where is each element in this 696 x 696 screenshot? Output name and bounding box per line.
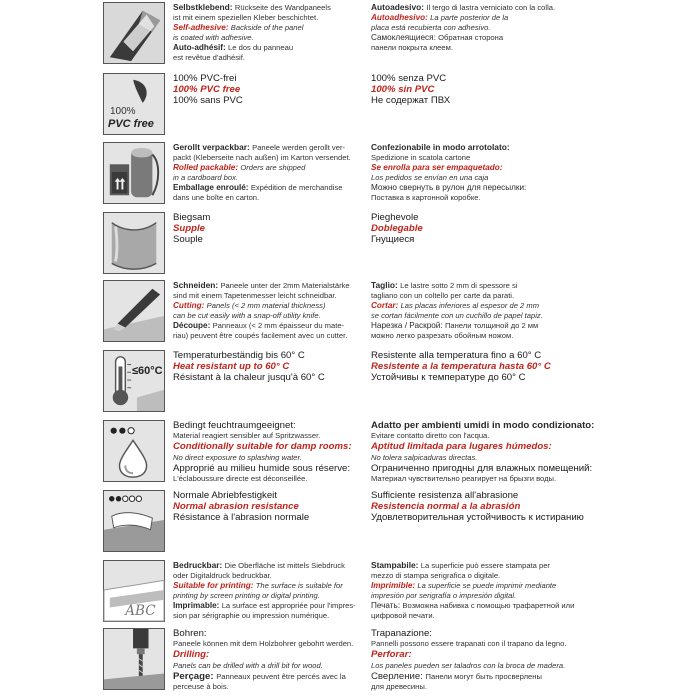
text-lead: sion par sérigraphie ou impression numérique. <box>173 611 330 621</box>
text-line <box>173 321 361 331</box>
text-line <box>173 361 361 372</box>
left-text-column <box>173 142 361 204</box>
text-line <box>173 223 361 234</box>
text-lead: Поставка в картонной коробке. <box>371 193 481 203</box>
text-line <box>173 301 361 311</box>
text-line <box>173 153 361 163</box>
text-line <box>371 84 571 95</box>
text-rest: Обратная сторона <box>438 33 504 43</box>
left-text-column <box>173 420 361 484</box>
text-lead: se cortan fácilmente con un cuchillo de papel tapiz. <box>371 311 543 321</box>
text-line <box>371 661 571 671</box>
text-lead: Ограниченно пригодны для влажных помещений: <box>371 462 593 474</box>
text-line <box>173 234 361 245</box>
text-line <box>371 173 571 183</box>
text-lead: ist mit einem speziellen Kleber beschichtet. <box>173 13 319 23</box>
text-lead: Conditionally suitable for damp rooms: <box>173 441 352 453</box>
text-lead: oder Digitaldruck bedruckbar. <box>173 571 272 581</box>
text-line <box>173 649 361 660</box>
text-line <box>173 512 361 523</box>
text-line <box>173 163 361 173</box>
text-lead: Evitare contatto diretto con l'acqua. <box>371 431 490 441</box>
text-rest: Orders are shipped <box>240 163 306 173</box>
text-line <box>173 611 361 621</box>
text-lead: 100% sin PVC <box>371 84 435 96</box>
text-lead: Cortar: <box>371 301 401 311</box>
text-line <box>173 571 361 581</box>
text-lead: Doblegable <box>371 223 423 235</box>
text-line <box>173 420 361 431</box>
text-lead: impresión por serigrafía o impresión digital. <box>371 591 517 601</box>
text-lead: packt (Kleberseite nach außen) im Karton versendet. <box>173 153 351 163</box>
text-lead: Autoadesivo: <box>371 2 427 12</box>
text-line <box>371 512 584 524</box>
text-lead: Supple <box>173 223 205 235</box>
text-lead: Heat resistant up to 60° C <box>173 361 290 373</box>
right-text-column <box>371 73 571 107</box>
text-lead: L'éclaboussure directe est déconseillée. <box>173 473 308 483</box>
text-line <box>173 2 361 13</box>
text-lead: No direct exposure to splashing water. <box>173 452 302 462</box>
peel-adhesive-icon <box>103 2 165 64</box>
text-lead: Сверление: <box>371 670 426 682</box>
text-rest: Die Oberfläche ist mittels Siebdruck <box>224 561 345 570</box>
text-lead: Resistencia normal a la abrasión <box>371 501 521 513</box>
text-line <box>371 291 571 301</box>
text-lead: Temperaturbeständig bis 60° C <box>173 350 305 361</box>
text-rest: La superficie se puede imprimir mediante <box>417 581 557 591</box>
left-text-column <box>173 280 361 342</box>
text-lead: sind mit einem Tapetenmesser leicht schneidbar. <box>173 291 337 301</box>
text-rest: Возможна набивка с помощью трафаретной или <box>402 601 575 611</box>
text-line <box>371 73 571 84</box>
text-line <box>173 193 361 203</box>
text-lead: 100% senza PVC <box>371 73 447 84</box>
svg-text:ABC: ABC <box>125 603 156 620</box>
text-line <box>173 453 361 463</box>
left-text-column <box>173 212 361 246</box>
text-lead: Panels can be drilled with a drill bit for wood. <box>173 660 323 670</box>
text-lead: для древесины. <box>371 681 427 691</box>
right-text-column <box>371 350 571 384</box>
text-line <box>173 560 361 571</box>
text-lead: Perçage: <box>173 670 217 682</box>
text-lead: Se enrolla para ser empaquetado: <box>371 163 503 173</box>
text-lead: цифровой печати. <box>371 611 435 621</box>
text-line <box>371 372 571 383</box>
text-line <box>371 601 575 611</box>
text-lead: Imprimable: <box>173 601 222 611</box>
text-lead: панели покрыта клеем. <box>371 43 453 53</box>
text-lead: riau) peuvent être coupés facilement avec un cutter. <box>173 331 348 341</box>
right-text-column <box>371 212 571 246</box>
pvc-badge-label: PVC free <box>108 118 154 130</box>
text-lead: Self-adhesive: <box>173 23 231 33</box>
text-rest: Paneele unter der 2mm Materialstärke <box>220 281 350 290</box>
right-text-column <box>371 2 571 53</box>
text-rest: Expédition de merchandise <box>250 183 343 193</box>
text-line <box>173 601 361 611</box>
text-line <box>173 661 361 671</box>
text-lead: можно легко разрезать обойным ножом. <box>371 331 514 341</box>
text-lead: Souple <box>173 234 203 246</box>
text-line <box>371 280 571 291</box>
text-line <box>173 431 361 441</box>
printable-icon <box>103 560 165 622</box>
right-text-column <box>371 142 571 204</box>
text-line <box>173 350 361 361</box>
left-text-column <box>173 490 361 524</box>
text-line <box>371 212 571 223</box>
text-line <box>371 649 571 660</box>
text-lead: Trapanazione: <box>371 628 432 639</box>
text-lead: Удовлетворительная устойчивость к истиранию <box>371 512 584 524</box>
text-lead: Normale Abriebfestigkeit <box>173 490 277 501</box>
text-lead: No tolera salpicaduras directas. <box>371 452 478 462</box>
text-line <box>371 474 571 484</box>
text-line <box>371 311 571 321</box>
text-lead: 100% PVC-frei <box>173 73 237 84</box>
text-lead: Emballage enroulé: <box>173 183 251 193</box>
text-line <box>173 463 361 474</box>
text-line <box>173 142 361 153</box>
text-lead: Perforar: <box>371 649 412 661</box>
text-line <box>371 43 571 53</box>
text-line <box>173 474 361 484</box>
text-lead: mezzo di stampa serigrafica o digitale. <box>371 571 501 581</box>
text-rest: Panneaux peuvent être percés avec la <box>216 671 346 681</box>
text-line <box>173 639 361 649</box>
text-line <box>371 33 571 43</box>
text-line <box>371 301 571 311</box>
text-line <box>371 611 571 621</box>
text-line <box>173 591 361 601</box>
text-line <box>173 372 361 383</box>
text-lead: Rolled packable: <box>173 163 241 173</box>
text-line <box>371 431 571 441</box>
text-line <box>173 280 361 291</box>
text-lead: Los pedidos se envían en una caja <box>371 173 489 183</box>
text-line <box>371 2 571 13</box>
text-lead: Гнущиеся <box>371 234 415 246</box>
thermometer-icon <box>103 350 165 412</box>
text-lead: Résistant à la chaleur jusqu'à 60° C <box>173 372 325 384</box>
text-rest: Панели толщиной до 2 мм <box>444 321 539 331</box>
text-lead: 100% sans PVC <box>173 95 243 107</box>
text-line <box>173 682 361 692</box>
text-lead: Drilling: <box>173 649 210 661</box>
text-lead: Устойчивы к температуре до 60° C <box>371 372 526 384</box>
text-line <box>371 331 571 341</box>
right-text-column <box>371 560 575 622</box>
text-lead: perceuse à bois. <box>173 681 229 691</box>
text-line <box>371 350 571 361</box>
text-rest: Backside of the panel <box>230 23 304 33</box>
text-line <box>173 33 361 43</box>
text-line <box>371 95 571 106</box>
text-line <box>173 13 361 23</box>
text-line <box>371 163 571 173</box>
text-line <box>371 193 571 203</box>
text-rest: Panneaux (< 2 mm épaisseur du mate- <box>212 321 345 331</box>
text-line <box>173 671 361 682</box>
text-line <box>173 212 361 223</box>
text-line <box>371 453 571 463</box>
text-lead: Pieghevole <box>371 212 419 223</box>
text-line <box>371 571 571 581</box>
text-rest: The surface is suitable for <box>255 581 343 591</box>
text-line <box>173 173 361 183</box>
text-line <box>371 581 571 591</box>
text-lead: Auto-adhésif: <box>173 43 229 53</box>
text-line <box>173 331 361 341</box>
text-lead: Los paneles pueden ser taladros con la broca de madera. <box>371 660 566 670</box>
text-rest: Panels (< 2 mm material thickness) <box>206 301 326 311</box>
text-rest: Панели могут быть просверлены <box>425 671 542 681</box>
text-lead: Pannelli possono essere trapanati con il trapano da legno. <box>371 639 567 649</box>
text-line <box>371 639 571 649</box>
text-lead: Schneiden: <box>173 280 221 290</box>
text-lead: Biegsam <box>173 212 211 223</box>
rolled-package-icon <box>103 142 165 204</box>
text-lead: Paneele können mit dem Holzbohrer gebohrt werden. <box>173 639 354 649</box>
right-text-column <box>371 628 571 692</box>
text-lead: est revêtue d'adhésif. <box>173 53 245 63</box>
drill-icon <box>103 628 165 690</box>
text-line <box>173 291 361 301</box>
text-line <box>371 591 571 601</box>
text-lead: Материал чувствительно реагирует на брызги воды. <box>371 473 557 483</box>
text-lead: Normal abrasion resistance <box>173 501 299 513</box>
text-line <box>371 183 571 193</box>
text-line <box>173 311 361 321</box>
left-text-column <box>173 350 361 384</box>
text-lead: Нарезка / Раскрой: <box>371 321 445 331</box>
water-drop-icon <box>103 420 165 482</box>
text-lead: can be cut easily with a snap-off utility knife. <box>173 311 321 321</box>
text-line <box>173 441 361 452</box>
text-line <box>371 361 571 372</box>
text-line <box>173 23 361 33</box>
text-line <box>371 682 571 692</box>
pvc-free-icon <box>103 73 165 135</box>
text-line <box>371 441 571 452</box>
text-rest: Paneele werden gerollt ver- <box>252 143 346 152</box>
text-line <box>173 501 361 512</box>
text-lead: Resistente a la temperatura hasta 60° C <box>371 361 551 373</box>
text-rest: La surface est appropriée pour l'impres- <box>221 601 356 611</box>
text-rest: Il tergo di lastra verniciato con la colla. <box>426 3 556 12</box>
text-lead: Gerollt verpackbar: <box>173 142 253 152</box>
text-line <box>173 490 361 501</box>
pvc-badge-percent: 100% <box>110 106 136 117</box>
left-text-column <box>173 628 361 692</box>
flexible-icon <box>103 212 165 274</box>
right-text-column <box>371 490 584 524</box>
text-line <box>371 321 571 331</box>
text-line <box>371 142 571 153</box>
cutting-knife-icon <box>103 280 165 342</box>
text-line <box>173 95 361 106</box>
right-text-column <box>371 280 571 342</box>
text-lead: Autoadhesivo: <box>371 13 431 23</box>
text-line <box>371 13 571 23</box>
text-lead: 100% PVC free <box>173 84 241 96</box>
text-line <box>371 223 571 234</box>
text-lead: Не содержат ПВХ <box>371 95 451 107</box>
text-lead: is coated with adhesive. <box>173 33 254 43</box>
text-lead: Découpe: <box>173 321 213 331</box>
text-line <box>173 43 361 53</box>
text-lead: Résistance à l'abrasion normale <box>173 512 310 524</box>
left-text-column <box>173 73 361 107</box>
abrasion-icon <box>103 490 165 552</box>
text-rest: La superficie può essere stampata per <box>420 561 550 570</box>
text-line <box>371 153 571 163</box>
left-text-column <box>173 2 361 64</box>
left-text-column <box>173 560 361 622</box>
right-text-column <box>371 420 595 484</box>
text-rest: Le lastre sotto 2 mm di spessore si <box>400 281 518 290</box>
text-lead: Selbstklebend: <box>173 2 235 12</box>
text-line <box>173 73 361 84</box>
text-lead: Approprié au milieu humide sous réserve: <box>173 462 351 474</box>
text-lead: Можно свернуть в рулон для пересылки: <box>371 183 527 193</box>
text-lead: placa está recubierta con adhesivo. <box>371 23 491 33</box>
text-lead: Aptitud limitada para lugares húmedos: <box>371 441 552 453</box>
text-line <box>371 560 571 571</box>
text-line <box>371 462 593 474</box>
text-lead: Resistente alla temperatura fino a 60° C <box>371 350 542 361</box>
text-line <box>173 183 361 193</box>
text-lead: Bedingt feuchtraumgeeignet: <box>173 420 296 431</box>
text-line <box>371 420 595 431</box>
text-line <box>173 53 361 63</box>
text-line <box>371 234 571 245</box>
text-lead: Material reagiert sensibler auf Spritzwasser. <box>173 431 321 441</box>
text-lead: Cutting: <box>173 301 207 311</box>
text-line <box>371 628 571 639</box>
text-lead: dans une boîte en carton. <box>173 193 260 203</box>
text-line <box>371 671 571 682</box>
text-lead: Самоклеящиеся: <box>371 33 439 43</box>
text-line <box>173 628 361 639</box>
text-lead: Печать: <box>371 601 403 611</box>
text-lead: Taglio: <box>371 280 401 290</box>
text-rest: Rückseite des Wandpaneels <box>234 3 331 12</box>
text-lead: Adatto per ambienti umidi in modo condizionato: <box>371 420 595 431</box>
text-lead: tagliano con un coltello per carte da parati. <box>371 291 515 301</box>
text-lead: Stampabile: <box>371 560 421 570</box>
text-lead: Confezionabile in modo arrotolato: <box>371 142 510 152</box>
text-rest: La parte posterior de la <box>430 13 509 23</box>
text-line <box>371 23 571 33</box>
text-rest: Le dos du panneau <box>228 43 294 53</box>
text-lead: printing by screen printing or digital printing. <box>173 591 320 601</box>
temperature-label: ≤60°C <box>132 365 163 377</box>
text-lead: Spedizione in scatola cartone <box>371 153 471 163</box>
text-lead: Imprimible: <box>371 581 418 591</box>
text-lead: in a cardboard box. <box>173 173 239 183</box>
text-lead: Sufficiente resistenza all'abrasione <box>371 490 519 501</box>
text-rest: Las placas inferiores al espesor de 2 mm <box>400 301 540 311</box>
text-line <box>173 581 361 591</box>
text-line <box>371 490 571 501</box>
text-lead: Suitable for printing: <box>173 581 256 591</box>
text-lead: Bedruckbar: <box>173 560 225 570</box>
text-lead: Bohren: <box>173 628 207 639</box>
text-line <box>173 84 361 95</box>
text-line <box>371 501 571 512</box>
